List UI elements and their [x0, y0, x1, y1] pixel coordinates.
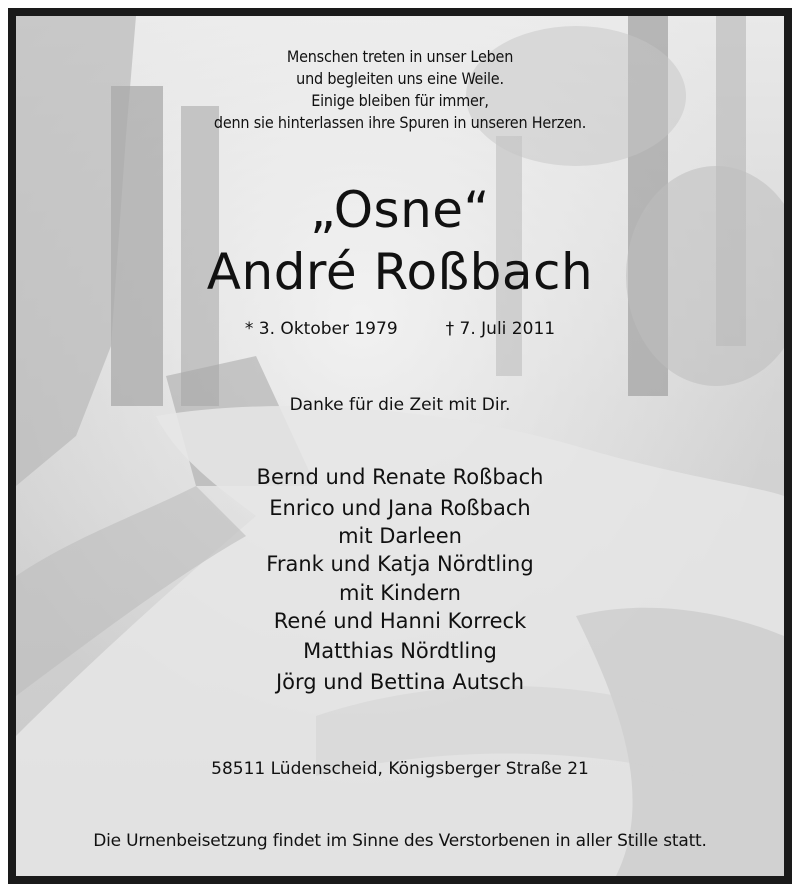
mourner-entry: Jörg und Bettina Autsch [275, 669, 525, 694]
birth-date: * 3. Oktober 1979 [244, 319, 398, 339]
notice-content [16, 16, 784, 876]
mourner-entry: Matthias Nördtling [303, 639, 497, 663]
mourner-entry: Frank und Katja Nördtling [266, 552, 534, 576]
deceased-name: André Roßbach [206, 243, 594, 301]
motto-line: denn sie hinterlassen ihre Spuren in unseren Herzen. [213, 113, 587, 132]
family-address: 58511 Lüdenscheid, Königsberger Straße 21 [211, 759, 589, 779]
mourner-entry: mit Darleen [338, 524, 462, 548]
deceased-nickname: „Osne“ [310, 181, 490, 239]
mourner-entry: René und Hanni Korreck [273, 608, 527, 633]
motto-line: Einige bleiben für immer, [311, 91, 489, 110]
thanks-line: Danke für die Zeit mit Dir. [289, 395, 511, 415]
mourner-entry: mit Kindern [339, 580, 461, 605]
obituary-notice [8, 8, 792, 884]
motto-line: und begleiten uns eine Weile. [296, 69, 504, 88]
burial-note: Die Urnenbeisetzung findet im Sinne des Verstorbenen in aller Stille statt. [93, 831, 707, 851]
life-dates [16, 318, 784, 340]
motto-line: Menschen treten in unser Leben [286, 47, 514, 66]
death-date: † 7. Juli 2011 [445, 319, 556, 339]
motto-verse [16, 46, 784, 134]
mourners-list [16, 462, 784, 697]
mourner-entry: Bernd und Renate Roßbach [256, 465, 544, 489]
mourner-entry: Enrico und Jana Roßbach [269, 495, 531, 520]
